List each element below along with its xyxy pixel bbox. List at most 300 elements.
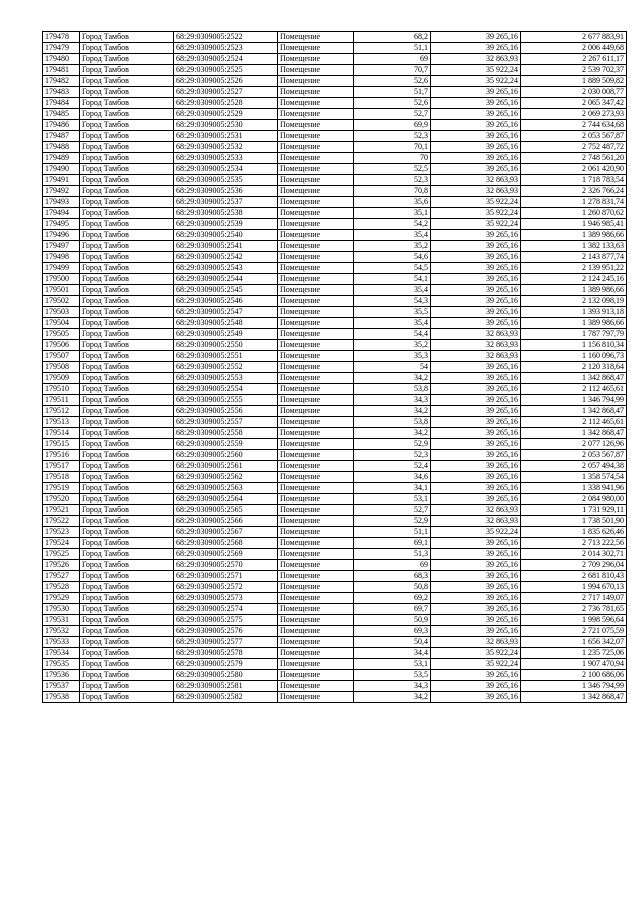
unit-price-cell: 39 265,16 <box>431 373 521 384</box>
city-cell: Город Тамбов <box>80 571 174 582</box>
city-cell: Город Тамбов <box>80 142 174 153</box>
object-type-cell: Помещение <box>278 560 354 571</box>
cadastral-value-cell: 2 326 766,24 <box>521 186 627 197</box>
record-id-cell: 179514 <box>43 428 80 439</box>
table-row <box>43 428 627 439</box>
object-type-cell: Помещение <box>278 395 354 406</box>
cadastral-number-cell: 68:29:0309005:2551 <box>174 351 278 362</box>
cadastral-value-cell: 2 721 075,59 <box>521 626 627 637</box>
city-cell: Город Тамбов <box>80 164 174 175</box>
object-type-cell: Помещение <box>278 43 354 54</box>
table-row <box>43 450 627 461</box>
table-row <box>43 120 627 131</box>
object-type-cell: Помещение <box>278 362 354 373</box>
unit-price-cell: 35 922,24 <box>431 197 521 208</box>
record-id-cell: 179495 <box>43 219 80 230</box>
area-cell: 53,8 <box>354 417 431 428</box>
record-id-cell: 179497 <box>43 241 80 252</box>
cadastral-value-cell: 2 132 098,19 <box>521 296 627 307</box>
object-type-cell: Помещение <box>278 384 354 395</box>
cadastral-number-cell: 68:29:0309005:2575 <box>174 615 278 626</box>
object-type-cell: Помещение <box>278 472 354 483</box>
city-cell: Город Тамбов <box>80 131 174 142</box>
city-cell: Город Тамбов <box>80 43 174 54</box>
cadastral-number-cell: 68:29:0309005:2580 <box>174 670 278 681</box>
record-id-cell: 179487 <box>43 131 80 142</box>
table-row <box>43 109 627 120</box>
table-row <box>43 153 627 164</box>
table-row <box>43 538 627 549</box>
city-cell: Город Тамбов <box>80 483 174 494</box>
object-type-cell: Помещение <box>278 32 354 43</box>
record-id-cell: 179518 <box>43 472 80 483</box>
area-cell: 35,2 <box>354 241 431 252</box>
cadastral-value-cell: 1 393 913,18 <box>521 307 627 318</box>
cadastral-number-cell: 68:29:0309005:2577 <box>174 637 278 648</box>
table-row <box>43 230 627 241</box>
table-row <box>43 593 627 604</box>
record-id-cell: 179521 <box>43 505 80 516</box>
record-id-cell: 179491 <box>43 175 80 186</box>
object-type-cell: Помещение <box>278 263 354 274</box>
unit-price-cell: 39 265,16 <box>431 549 521 560</box>
table-row <box>43 670 627 681</box>
object-type-cell: Помещение <box>278 109 354 120</box>
table-row <box>43 98 627 109</box>
object-type-cell: Помещение <box>278 648 354 659</box>
cadastral-value-cell: 1 787 797,79 <box>521 329 627 340</box>
object-type-cell: Помещение <box>278 593 354 604</box>
property-table <box>42 31 627 703</box>
city-cell: Город Тамбов <box>80 395 174 406</box>
city-cell: Город Тамбов <box>80 494 174 505</box>
unit-price-cell: 39 265,16 <box>431 252 521 263</box>
cadastral-number-cell: 68:29:0309005:2531 <box>174 131 278 142</box>
record-id-cell: 179506 <box>43 340 80 351</box>
cadastral-number-cell: 68:29:0309005:2527 <box>174 87 278 98</box>
record-id-cell: 179510 <box>43 384 80 395</box>
area-cell: 52,6 <box>354 98 431 109</box>
area-cell: 35,5 <box>354 307 431 318</box>
cadastral-number-cell: 68:29:0309005:2564 <box>174 494 278 505</box>
city-cell: Город Тамбов <box>80 582 174 593</box>
cadastral-value-cell: 1 731 929,11 <box>521 505 627 516</box>
cadastral-value-cell: 1 342 868,47 <box>521 373 627 384</box>
cadastral-value-cell: 1 994 670,13 <box>521 582 627 593</box>
object-type-cell: Помещение <box>278 582 354 593</box>
unit-price-cell: 39 265,16 <box>431 472 521 483</box>
object-type-cell: Помещение <box>278 604 354 615</box>
cadastral-number-cell: 68:29:0309005:2573 <box>174 593 278 604</box>
area-cell: 34,3 <box>354 395 431 406</box>
area-cell: 70,1 <box>354 142 431 153</box>
city-cell: Город Тамбов <box>80 516 174 527</box>
area-cell: 51,7 <box>354 87 431 98</box>
object-type-cell: Помещение <box>278 142 354 153</box>
table-row <box>43 307 627 318</box>
unit-price-cell: 39 265,16 <box>431 626 521 637</box>
unit-price-cell: 39 265,16 <box>431 142 521 153</box>
object-type-cell: Помещение <box>278 230 354 241</box>
table-row <box>43 296 627 307</box>
city-cell: Город Тамбов <box>80 98 174 109</box>
record-id-cell: 179533 <box>43 637 80 648</box>
unit-price-cell: 39 265,16 <box>431 153 521 164</box>
cadastral-number-cell: 68:29:0309005:2546 <box>174 296 278 307</box>
city-cell: Город Тамбов <box>80 65 174 76</box>
unit-price-cell: 39 265,16 <box>431 230 521 241</box>
area-cell: 52,7 <box>354 505 431 516</box>
table-row <box>43 681 627 692</box>
city-cell: Город Тамбов <box>80 362 174 373</box>
object-type-cell: Помещение <box>278 483 354 494</box>
record-id-cell: 179496 <box>43 230 80 241</box>
cadastral-number-cell: 68:29:0309005:2542 <box>174 252 278 263</box>
cadastral-number-cell: 68:29:0309005:2523 <box>174 43 278 54</box>
area-cell: 34,2 <box>354 373 431 384</box>
table-row <box>43 692 627 703</box>
unit-price-cell: 32 863,93 <box>431 329 521 340</box>
cadastral-number-cell: 68:29:0309005:2549 <box>174 329 278 340</box>
cadastral-number-cell: 68:29:0309005:2557 <box>174 417 278 428</box>
object-type-cell: Помещение <box>278 120 354 131</box>
city-cell: Город Тамбов <box>80 285 174 296</box>
cadastral-value-cell: 1 389 986,66 <box>521 318 627 329</box>
area-cell: 52,3 <box>354 131 431 142</box>
table-row <box>43 384 627 395</box>
unit-price-cell: 39 265,16 <box>431 692 521 703</box>
table-row <box>43 516 627 527</box>
city-cell: Город Тамбов <box>80 120 174 131</box>
object-type-cell: Помещение <box>278 340 354 351</box>
city-cell: Город Тамбов <box>80 472 174 483</box>
cadastral-value-cell: 1 260 870,62 <box>521 208 627 219</box>
cadastral-value-cell: 2 143 877,74 <box>521 252 627 263</box>
record-id-cell: 179479 <box>43 43 80 54</box>
cadastral-number-cell: 68:29:0309005:2548 <box>174 318 278 329</box>
area-cell: 52,7 <box>354 109 431 120</box>
object-type-cell: Помещение <box>278 87 354 98</box>
unit-price-cell: 35 922,24 <box>431 527 521 538</box>
table-row <box>43 373 627 384</box>
unit-price-cell: 39 265,16 <box>431 560 521 571</box>
unit-price-cell: 39 265,16 <box>431 307 521 318</box>
cadastral-value-cell: 2 006 449,68 <box>521 43 627 54</box>
area-cell: 52,3 <box>354 175 431 186</box>
unit-price-cell: 39 265,16 <box>431 428 521 439</box>
object-type-cell: Помещение <box>278 241 354 252</box>
table-row <box>43 439 627 450</box>
city-cell: Город Тамбов <box>80 351 174 362</box>
table-row <box>43 164 627 175</box>
unit-price-cell: 39 265,16 <box>431 285 521 296</box>
table-row <box>43 483 627 494</box>
record-id-cell: 179528 <box>43 582 80 593</box>
area-cell: 52,4 <box>354 461 431 472</box>
cadastral-value-cell: 2 061 420,90 <box>521 164 627 175</box>
unit-price-cell: 35 922,24 <box>431 65 521 76</box>
object-type-cell: Помещение <box>278 318 354 329</box>
unit-price-cell: 39 265,16 <box>431 439 521 450</box>
area-cell: 34,1 <box>354 483 431 494</box>
unit-price-cell: 39 265,16 <box>431 32 521 43</box>
city-cell: Город Тамбов <box>80 318 174 329</box>
table-row <box>43 461 627 472</box>
object-type-cell: Помещение <box>278 65 354 76</box>
area-cell: 35,2 <box>354 340 431 351</box>
cadastral-number-cell: 68:29:0309005:2553 <box>174 373 278 384</box>
record-id-cell: 179492 <box>43 186 80 197</box>
city-cell: Город Тамбов <box>80 505 174 516</box>
unit-price-cell: 39 265,16 <box>431 494 521 505</box>
record-id-cell: 179481 <box>43 65 80 76</box>
area-cell: 50,9 <box>354 615 431 626</box>
object-type-cell: Помещение <box>278 186 354 197</box>
table-row <box>43 549 627 560</box>
cadastral-number-cell: 68:29:0309005:2555 <box>174 395 278 406</box>
city-cell: Город Тамбов <box>80 32 174 43</box>
city-cell: Город Тамбов <box>80 373 174 384</box>
record-id-cell: 179503 <box>43 307 80 318</box>
area-cell: 54,3 <box>354 296 431 307</box>
unit-price-cell: 35 922,24 <box>431 208 521 219</box>
cadastral-value-cell: 2 030 008,77 <box>521 87 627 98</box>
object-type-cell: Помещение <box>278 219 354 230</box>
record-id-cell: 179499 <box>43 263 80 274</box>
table-row <box>43 186 627 197</box>
city-cell: Город Тамбов <box>80 560 174 571</box>
cadastral-value-cell: 2 709 296,04 <box>521 560 627 571</box>
city-cell: Город Тамбов <box>80 87 174 98</box>
cadastral-value-cell: 1 835 626,46 <box>521 527 627 538</box>
cadastral-number-cell: 68:29:0309005:2558 <box>174 428 278 439</box>
record-id-cell: 179505 <box>43 329 80 340</box>
record-id-cell: 179536 <box>43 670 80 681</box>
area-cell: 34,6 <box>354 472 431 483</box>
record-id-cell: 179522 <box>43 516 80 527</box>
area-cell: 54,4 <box>354 329 431 340</box>
record-id-cell: 179516 <box>43 450 80 461</box>
object-type-cell: Помещение <box>278 549 354 560</box>
object-type-cell: Помещение <box>278 439 354 450</box>
unit-price-cell: 39 265,16 <box>431 417 521 428</box>
unit-price-cell: 35 922,24 <box>431 76 521 87</box>
cadastral-number-cell: 68:29:0309005:2529 <box>174 109 278 120</box>
record-id-cell: 179525 <box>43 549 80 560</box>
cadastral-number-cell: 68:29:0309005:2528 <box>174 98 278 109</box>
cadastral-value-cell: 2 065 347,42 <box>521 98 627 109</box>
cadastral-value-cell: 1 156 810,34 <box>521 340 627 351</box>
cadastral-value-cell: 1 889 509,82 <box>521 76 627 87</box>
city-cell: Город Тамбов <box>80 76 174 87</box>
record-id-cell: 179531 <box>43 615 80 626</box>
cadastral-value-cell: 2 124 245,16 <box>521 274 627 285</box>
area-cell: 52,5 <box>354 164 431 175</box>
city-cell: Город Тамбов <box>80 329 174 340</box>
unit-price-cell: 39 265,16 <box>431 164 521 175</box>
cadastral-value-cell: 2 112 465,61 <box>521 384 627 395</box>
table-row <box>43 505 627 516</box>
record-id-cell: 179483 <box>43 87 80 98</box>
table-row <box>43 76 627 87</box>
object-type-cell: Помещение <box>278 153 354 164</box>
cadastral-number-cell: 68:29:0309005:2574 <box>174 604 278 615</box>
object-type-cell: Помещение <box>278 373 354 384</box>
area-cell: 52,3 <box>354 450 431 461</box>
table-row <box>43 285 627 296</box>
area-cell: 51,1 <box>354 43 431 54</box>
area-cell: 34,2 <box>354 692 431 703</box>
table-row <box>43 604 627 615</box>
cadastral-value-cell: 2 267 611,17 <box>521 54 627 65</box>
area-cell: 34,2 <box>354 428 431 439</box>
unit-price-cell: 39 265,16 <box>431 384 521 395</box>
cadastral-number-cell: 68:29:0309005:2579 <box>174 659 278 670</box>
unit-price-cell: 35 922,24 <box>431 648 521 659</box>
cadastral-number-cell: 68:29:0309005:2552 <box>174 362 278 373</box>
record-id-cell: 179507 <box>43 351 80 362</box>
city-cell: Город Тамбов <box>80 538 174 549</box>
cadastral-number-cell: 68:29:0309005:2568 <box>174 538 278 549</box>
city-cell: Город Тамбов <box>80 549 174 560</box>
record-id-cell: 179490 <box>43 164 80 175</box>
city-cell: Город Тамбов <box>80 428 174 439</box>
record-id-cell: 179527 <box>43 571 80 582</box>
unit-price-cell: 39 265,16 <box>431 483 521 494</box>
object-type-cell: Помещение <box>278 307 354 318</box>
area-cell: 69,7 <box>354 604 431 615</box>
city-cell: Город Тамбов <box>80 230 174 241</box>
object-type-cell: Помещение <box>278 296 354 307</box>
object-type-cell: Помещение <box>278 131 354 142</box>
unit-price-cell: 39 265,16 <box>431 120 521 131</box>
table-row <box>43 43 627 54</box>
cadastral-number-cell: 68:29:0309005:2547 <box>174 307 278 318</box>
object-type-cell: Помещение <box>278 637 354 648</box>
record-id-cell: 179515 <box>43 439 80 450</box>
cadastral-number-cell: 68:29:0309005:2541 <box>174 241 278 252</box>
city-cell: Город Тамбов <box>80 626 174 637</box>
record-id-cell: 179498 <box>43 252 80 263</box>
record-id-cell: 179519 <box>43 483 80 494</box>
cadastral-value-cell: 1 946 985,41 <box>521 219 627 230</box>
table-row <box>43 362 627 373</box>
unit-price-cell: 39 265,16 <box>431 274 521 285</box>
city-cell: Город Тамбов <box>80 241 174 252</box>
city-cell: Город Тамбов <box>80 252 174 263</box>
table-row <box>43 648 627 659</box>
record-id-cell: 179511 <box>43 395 80 406</box>
area-cell: 70,7 <box>354 65 431 76</box>
cadastral-value-cell: 2 713 222,56 <box>521 538 627 549</box>
area-cell: 50,8 <box>354 582 431 593</box>
cadastral-value-cell: 2 014 302,71 <box>521 549 627 560</box>
object-type-cell: Помещение <box>278 164 354 175</box>
cadastral-number-cell: 68:29:0309005:2561 <box>174 461 278 472</box>
table-row <box>43 87 627 98</box>
city-cell: Город Тамбов <box>80 263 174 274</box>
table-row <box>43 472 627 483</box>
city-cell: Город Тамбов <box>80 109 174 120</box>
cadastral-value-cell: 1 389 986,66 <box>521 230 627 241</box>
object-type-cell: Помещение <box>278 516 354 527</box>
cadastral-value-cell: 2 752 487,72 <box>521 142 627 153</box>
unit-price-cell: 39 265,16 <box>431 263 521 274</box>
object-type-cell: Помещение <box>278 692 354 703</box>
cadastral-number-cell: 68:29:0309005:2572 <box>174 582 278 593</box>
unit-price-cell: 39 265,16 <box>431 43 521 54</box>
object-type-cell: Помещение <box>278 681 354 692</box>
cadastral-number-cell: 68:29:0309005:2543 <box>174 263 278 274</box>
cadastral-value-cell: 1 389 986,66 <box>521 285 627 296</box>
cadastral-value-cell: 2 100 686,06 <box>521 670 627 681</box>
cadastral-number-cell: 68:29:0309005:2559 <box>174 439 278 450</box>
cadastral-value-cell: 2 053 567,87 <box>521 131 627 142</box>
cadastral-value-cell: 2 677 883,91 <box>521 32 627 43</box>
unit-price-cell: 39 265,16 <box>431 571 521 582</box>
cadastral-number-cell: 68:29:0309005:2522 <box>174 32 278 43</box>
unit-price-cell: 39 265,16 <box>431 362 521 373</box>
table-row <box>43 208 627 219</box>
city-cell: Город Тамбов <box>80 527 174 538</box>
area-cell: 54,5 <box>354 263 431 274</box>
table-row <box>43 32 627 43</box>
table-row <box>43 659 627 670</box>
record-id-cell: 179480 <box>43 54 80 65</box>
object-type-cell: Помещение <box>278 626 354 637</box>
area-cell: 35,4 <box>354 285 431 296</box>
record-id-cell: 179478 <box>43 32 80 43</box>
cadastral-value-cell: 1 907 470,94 <box>521 659 627 670</box>
cadastral-number-cell: 68:29:0309005:2582 <box>174 692 278 703</box>
record-id-cell: 179529 <box>43 593 80 604</box>
record-id-cell: 179508 <box>43 362 80 373</box>
city-cell: Город Тамбов <box>80 208 174 219</box>
cadastral-value-cell: 2 736 781,65 <box>521 604 627 615</box>
area-cell: 50,4 <box>354 637 431 648</box>
cadastral-value-cell: 1 358 574,54 <box>521 472 627 483</box>
object-type-cell: Помещение <box>278 252 354 263</box>
record-id-cell: 179537 <box>43 681 80 692</box>
cadastral-number-cell: 68:29:0309005:2569 <box>174 549 278 560</box>
city-cell: Город Тамбов <box>80 615 174 626</box>
area-cell: 35,1 <box>354 208 431 219</box>
object-type-cell: Помещение <box>278 285 354 296</box>
city-cell: Город Тамбов <box>80 406 174 417</box>
area-cell: 52,9 <box>354 439 431 450</box>
record-id-cell: 179488 <box>43 142 80 153</box>
cadastral-number-cell: 68:29:0309005:2565 <box>174 505 278 516</box>
area-cell: 69 <box>354 54 431 65</box>
city-cell: Город Тамбов <box>80 659 174 670</box>
cadastral-number-cell: 68:29:0309005:2538 <box>174 208 278 219</box>
cadastral-number-cell: 68:29:0309005:2550 <box>174 340 278 351</box>
unit-price-cell: 39 265,16 <box>431 87 521 98</box>
city-cell: Город Тамбов <box>80 296 174 307</box>
unit-price-cell: 32 863,93 <box>431 637 521 648</box>
city-cell: Город Тамбов <box>80 384 174 395</box>
record-id-cell: 179482 <box>43 76 80 87</box>
record-id-cell: 179524 <box>43 538 80 549</box>
object-type-cell: Помещение <box>278 274 354 285</box>
table-row <box>43 417 627 428</box>
cadastral-value-cell: 2 539 702,37 <box>521 65 627 76</box>
area-cell: 53,8 <box>354 384 431 395</box>
cadastral-number-cell: 68:29:0309005:2524 <box>174 54 278 65</box>
cadastral-number-cell: 68:29:0309005:2539 <box>174 219 278 230</box>
cadastral-number-cell: 68:29:0309005:2533 <box>174 153 278 164</box>
cadastral-number-cell: 68:29:0309005:2526 <box>174 76 278 87</box>
